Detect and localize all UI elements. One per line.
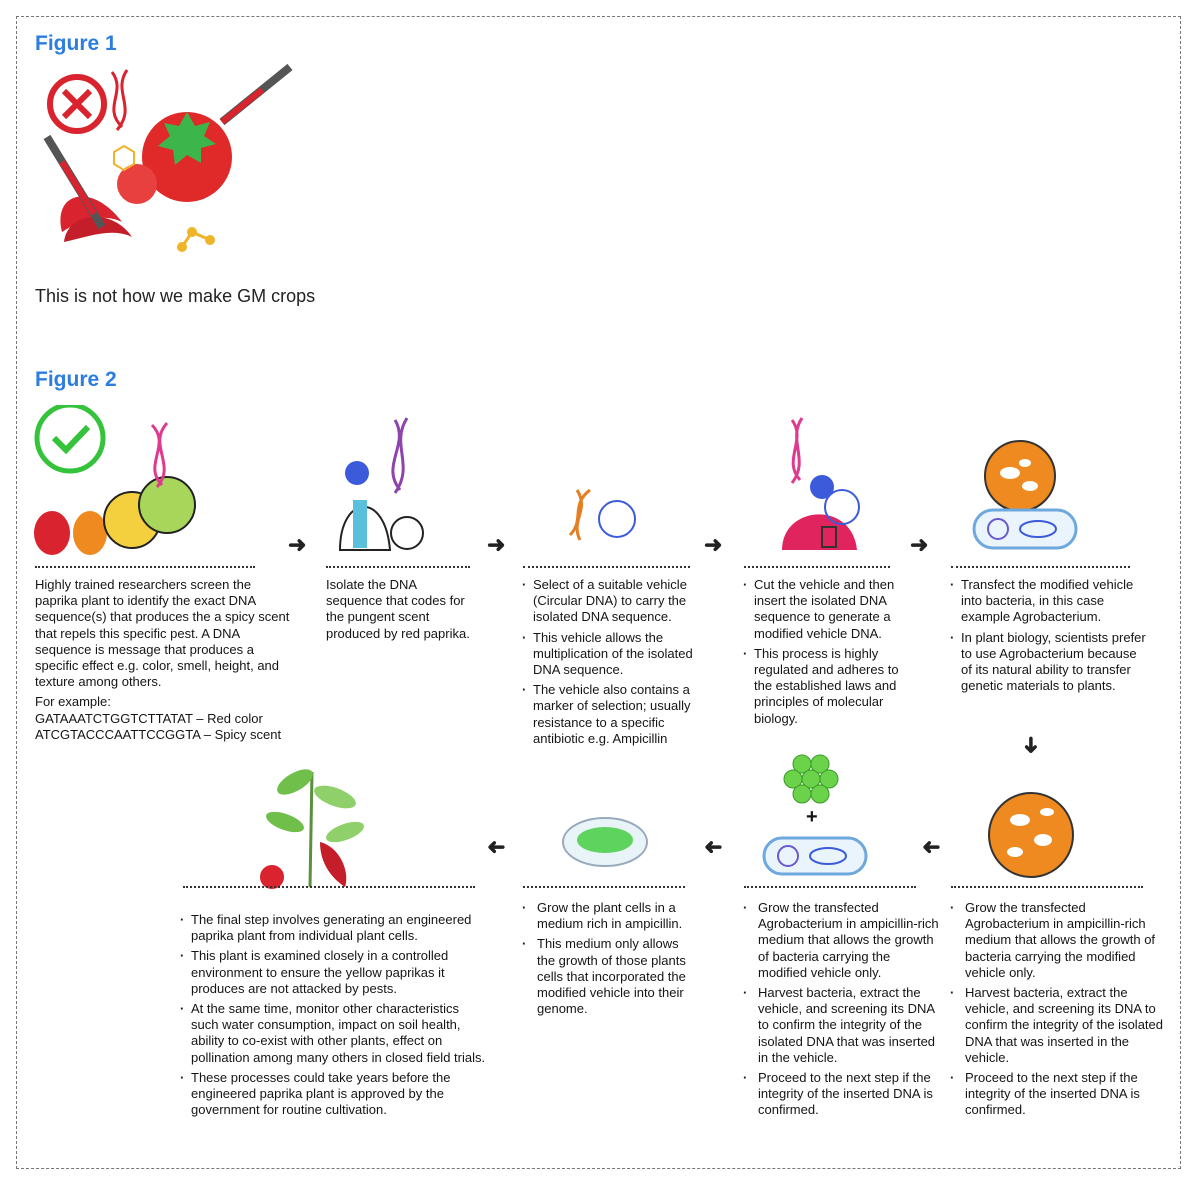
step-2-description: Isolate the DNA sequence that codes for the pungent scent produced by red paprika. xyxy=(326,577,470,641)
bullet: · This plant is examined closely in a controlled environment to ensure the yellow paprikas it produces are not attacked by pests. xyxy=(181,948,486,997)
arrow-right-icon: ➜ xyxy=(288,532,307,557)
circular-dna-vehicle-illustration xyxy=(565,485,645,545)
bullet: · Grow the plant cells in a medium rich in ampicillin. xyxy=(523,900,698,932)
step-3-text xyxy=(523,577,703,751)
figure-2-title: Figure 2 xyxy=(35,368,117,391)
step-2-text xyxy=(326,577,471,646)
arrow-left-icon: ➜ xyxy=(704,834,723,859)
bullet: · Harvest bacteria, extract the vehicle, and screening its DNA to confirm the integrity of the isolated DNA that was inserted in the vehicle. xyxy=(951,985,1171,1066)
bullet: · The final step involves generating an engineered paprika plant from individual plant cells. xyxy=(181,912,486,944)
bullet: · These processes could take years before the engineered paprika plant is approved by the government for routine cultivation. xyxy=(181,1070,486,1119)
step-7-text xyxy=(744,900,939,1123)
divider xyxy=(523,886,685,888)
engineered-paprika-plant-illustration xyxy=(250,752,385,892)
divider xyxy=(326,566,470,568)
example-sequence: GATAAATCTGGTCTTATAT – Red color xyxy=(35,710,263,726)
step-5-text xyxy=(951,577,1151,698)
plus-sign: + xyxy=(806,806,818,828)
bullet: · Transfect the modified vehicle into bacteria, in this case example Agrobacterium. xyxy=(951,577,1151,626)
bullet: · This process is highly regulated and adheres to the established laws and principles of molecular biology. xyxy=(744,646,919,727)
bullet: · Grow the transfected Agrobacterium in ampicillin-rich medium that allows the growth of bacteria carrying the modified vehicle only. xyxy=(744,900,939,981)
bacteria-culture-illustration xyxy=(985,790,1077,880)
step-1-text xyxy=(35,577,290,743)
step-8-text xyxy=(523,900,698,1021)
step-4-text xyxy=(744,577,919,731)
divider xyxy=(951,886,1143,888)
bullet: · Proceed to the next step if the integrity of the inserted DNA is confirmed. xyxy=(744,1070,939,1119)
bullet: · Harvest bacteria, extract the vehicle, and screening its DNA to confirm the integrity of the isolated DNA that was inserted in the vehicle. xyxy=(744,985,939,1066)
petri-dish-illustration xyxy=(560,810,650,870)
divider xyxy=(35,566,255,568)
figure-1-title: Figure 1 xyxy=(35,32,117,55)
example-label: For example: xyxy=(35,694,111,710)
arrow-left-icon: ➜ xyxy=(922,834,941,859)
step-9-text xyxy=(181,912,486,1122)
divider xyxy=(744,886,916,888)
example-sequence: ATCGTACCCAATTCCGGTA – Spicy scent xyxy=(35,726,282,742)
bullet: · This medium only allows the growth of those plants cells that incorporated the modified vehicle into their genome. xyxy=(523,936,698,1017)
divider xyxy=(744,566,890,568)
arrow-right-icon: ➜ xyxy=(910,532,929,557)
figure-1-caption: This is not how we make GM crops xyxy=(35,286,316,306)
bullet: · Select of a suitable vehicle (Circular DNA) to carry the isolated DNA sequence. xyxy=(523,577,703,626)
bullet: · At the same time, monitor other characteristics such water consumption, impact on soil health, ability to co-exist with other plants, effect on pollination among many others in closed field trials. xyxy=(181,1001,486,1066)
arrow-right-icon: ➜ xyxy=(487,532,506,557)
researcher-isolating-dna-illustration xyxy=(335,415,435,555)
bullet: · Cut the vehicle and then insert the isolated DNA sequence to generate a modified vehicle DNA. xyxy=(744,577,919,642)
bullet: · Grow the transfected Agrobacterium in ampicillin-rich medium that allows the growth of bacteria carrying the modified vehicle only. xyxy=(951,900,1171,981)
bullet: · In plant biology, scientists prefer to use Agrobacterium because of its natural ability to transfer genetic materials to plants. xyxy=(951,630,1151,695)
divider xyxy=(183,886,475,888)
bullet: · Proceed to the next step if the integrity of the inserted DNA is confirmed. xyxy=(951,1070,1171,1119)
step-6-text xyxy=(951,900,1171,1123)
scientist-cutting-vehicle-illustration xyxy=(762,415,872,555)
arrow-left-icon: ➜ xyxy=(487,834,506,859)
paprika-screening-illustration xyxy=(32,405,202,560)
bacteria-transfection-illustration xyxy=(970,438,1080,553)
divider xyxy=(951,566,1130,568)
arrow-right-icon: ➜ xyxy=(704,532,723,557)
divider xyxy=(523,566,690,568)
arrow-down-icon: ➜ xyxy=(1019,735,1045,755)
step-1-description: Highly trained researchers screen the paprika plant to identify the exact DNA sequence(s) that produces the a spicy scent that repels this specific pest. A DNA sequence is message that produces a specific effect e.g. color, smell, height, and texture among others. xyxy=(35,577,290,690)
bullet: · The vehicle also contains a marker of selection; usually resistance to a specific antibiotic e.g. Ampicillin xyxy=(523,682,703,747)
gm-myth-illustration xyxy=(32,62,302,262)
bullet: · This vehicle allows the multiplication of the isolated DNA sequence. xyxy=(523,630,703,679)
